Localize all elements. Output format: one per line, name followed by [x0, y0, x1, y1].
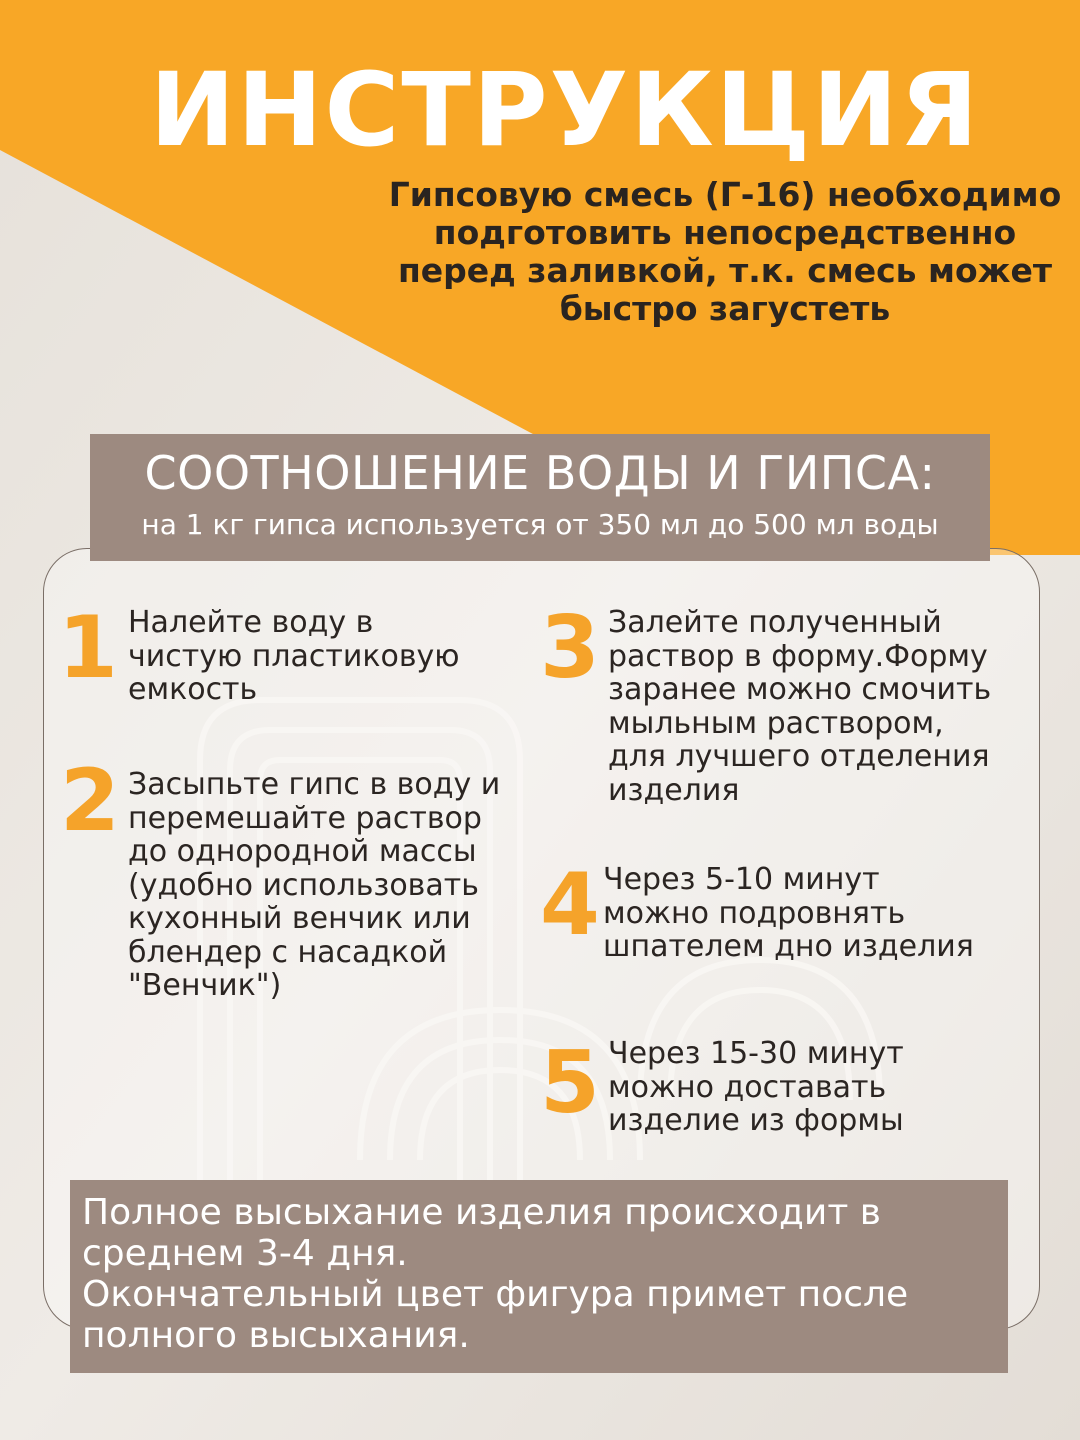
ratio-subtitle: на 1 кг гипса используется от 350 мл до 500 мл воды: [141, 508, 939, 541]
intro-text: Гипсовую смесь (Г-16) необходимо подготовить непосредственно перед заливкой, т.к. смесь может быстро загустеть: [388, 175, 1062, 328]
step-4-number: 4: [540, 855, 600, 955]
step-3-number: 3: [540, 598, 600, 698]
ratio-banner: [90, 434, 990, 561]
step-5-text: Через 15-30 минут можно доставать изделие из формы: [608, 1036, 904, 1138]
drying-note-text: Полное высыхание изделия происходит в среднем 3-4 дня. Окончательный цвет фигура примет после полного высыхания.: [82, 1192, 909, 1356]
step-2-number: 2: [60, 751, 120, 851]
step-1-number: 1: [58, 598, 118, 698]
step-2-text: Засыпьте гипс в воду и перемешайте раствор до однородной массы (удобно использовать кухонный венчик или блендер с насадкой "Венчик"): [128, 767, 501, 1003]
drying-note-box: [70, 1180, 1008, 1373]
step-4-text: Через 5-10 минут можно подровнять шпателем дно изделия: [603, 862, 974, 964]
page-title: ИНСТРУКЦИЯ: [149, 51, 981, 170]
step-1-text: Налейте воду в чистую пластиковую емкость: [128, 605, 460, 707]
step-3-text: Залейте полученный раствор в форму.Форму заранее можно смочить мыльным раствором, для лучшего отделения изделия: [608, 605, 992, 808]
step-5-number: 5: [540, 1033, 600, 1133]
ratio-title: СООТНОШЕНИЕ ВОДЫ И ГИПСА:: [144, 446, 936, 500]
